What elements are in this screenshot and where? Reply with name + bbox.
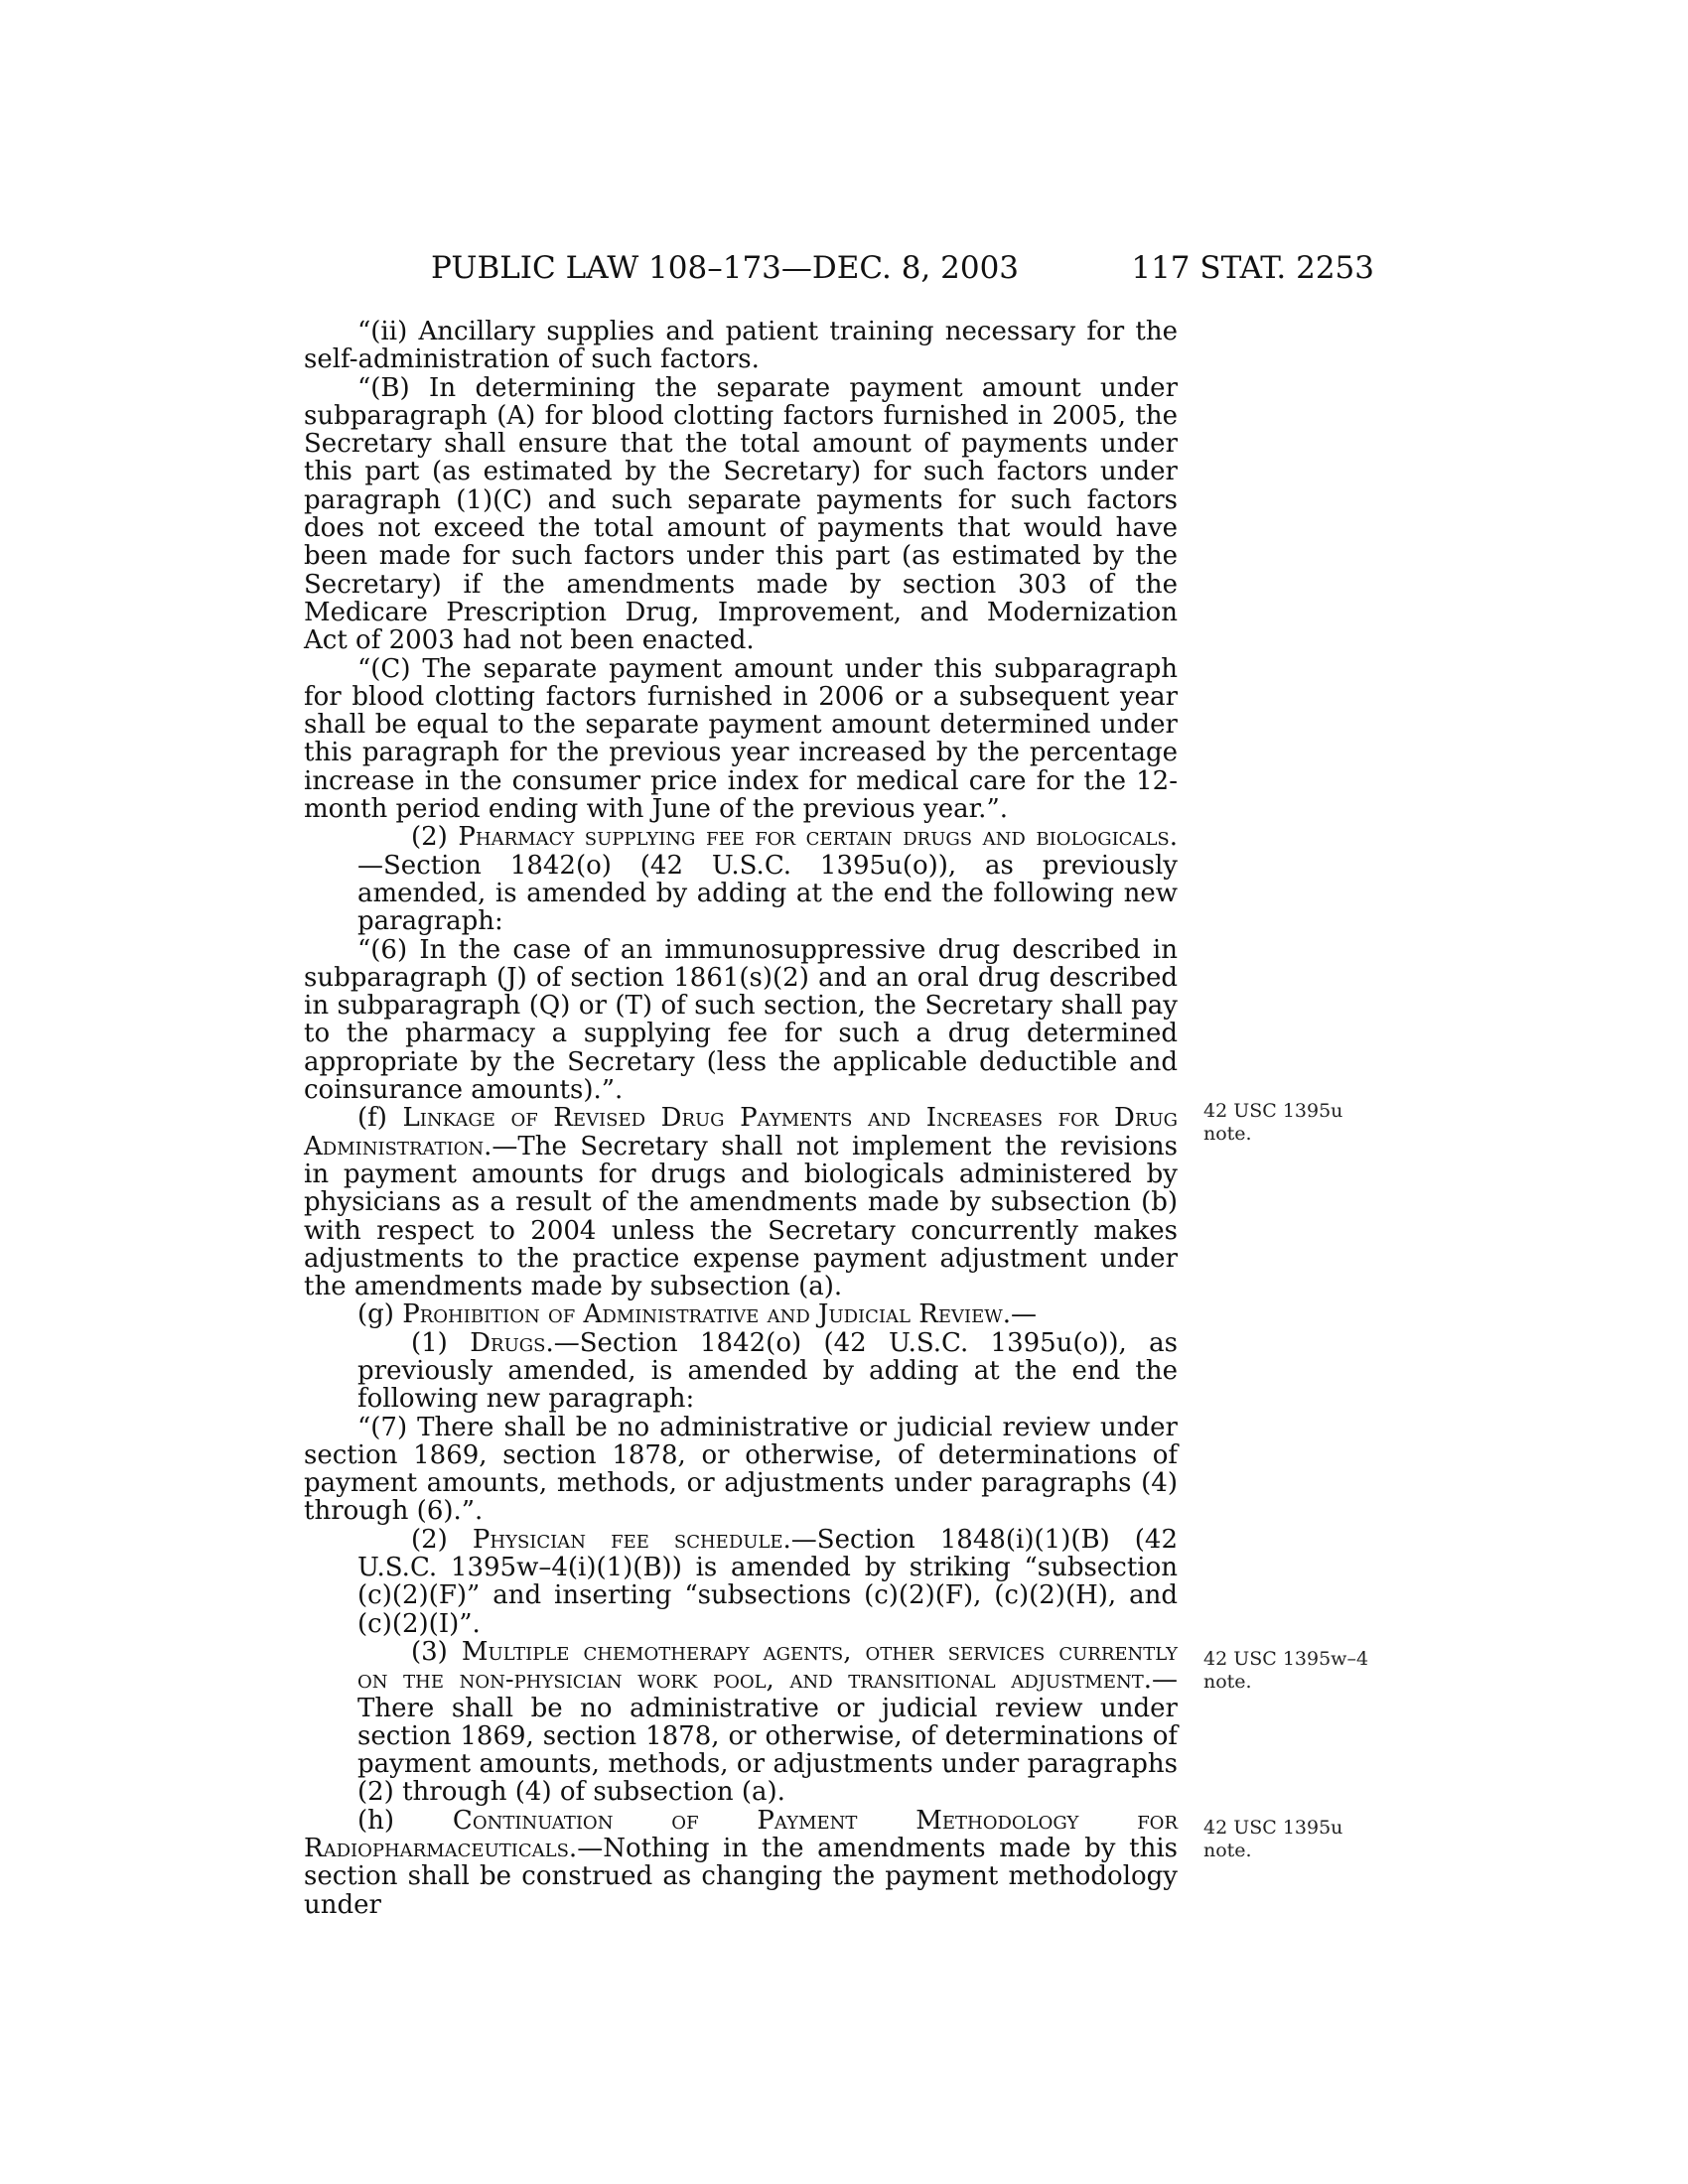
usc-citation: 42 USC 1395u (1203, 1817, 1343, 1839)
subsection-heading: Linkage of Revised Drug Payments and Increases for Drug Administration. (304, 1103, 1179, 1161)
clause-ii: “(ii) Ancillary supplies and patient training necessary for the self-administration of such factors. (304, 317, 1178, 375)
note-label: note. (1203, 1840, 1252, 1861)
paragraph-heading: Pharmacy supplying fee for certain drugs and biologicals. (458, 822, 1178, 853)
subsection-g (304, 1300, 1178, 1328)
subsection-heading: Prohibition of Administrative and Judicial Review. (402, 1299, 1011, 1330)
margin-note-g3 (1203, 1648, 1382, 1694)
paragraph-text: —Section 1842(o) (42 U.S.C. 1395u(o)), as previously amended, is amended by adding at the end the following new paragraph: (357, 850, 1178, 937)
paragraph-number: (2) (411, 822, 448, 853)
note-label: note. (1203, 1123, 1252, 1145)
running-header (304, 248, 1374, 288)
paragraph-7: “(7) There shall be no administrative or judicial review under section 1869, section 1878, or otherwise, of determinations of payment amounts, methods, or adjustments under paragraphs (4) through (6).”. (304, 1412, 1178, 1527)
law-citation: PUBLIC LAW 108–173—DEC. 8, 2003 (431, 250, 1020, 286)
subparagraph-c: “(C) The separate payment amount under this subparagraph for blood clotting factors furnished in 2006 or a subsequent year shall be equal to the separate payment amount determined under this paragraph for the previous year increased by the percentage increase in the consumer price index for medical care for the 12-month period ending with June of the previous year.”. (304, 653, 1178, 825)
paragraph-text: —Section 1842(o) (42 U.S.C. 1395u(o)), as previously amended, is amended by adding at the end the following new paragraph: (357, 1327, 1179, 1415)
paragraph-number: (2) (411, 1524, 448, 1555)
subsection-heading: Continuation of Payment Methodology for Radiopharmaceuticals. (304, 1805, 1178, 1864)
subsection-number: (f) (357, 1103, 387, 1134)
margin-note-f (1203, 1100, 1382, 1146)
document-body (304, 318, 1178, 1919)
margin-note-h (1203, 1817, 1382, 1862)
subsection-text: —Nothing in the amendments made by this section shall be construed as changing the payment methodology under (304, 1834, 1178, 1920)
statute-page: 117 STAT. 2253 (1131, 250, 1374, 286)
usc-citation: 42 USC 1395w–4 (1203, 1648, 1369, 1670)
note-label: note. (1203, 1671, 1252, 1693)
paragraph-e2 (304, 823, 1178, 935)
paragraph-number: (1) (411, 1327, 448, 1358)
usc-citation: 42 USC 1395u (1203, 1100, 1343, 1122)
subsection-text: —The Secretary shall not implement the revisions in payment amounts for drugs and biologicals administered by physicians as a result of the amendments made by subsection (b) with respect to 2004 unless the Secretary concurrently makes adjustments to the practice expense payment adjustment under the amendments made by subsection (a). (304, 1131, 1178, 1302)
subsection-f (304, 1104, 1178, 1300)
paragraph-g3 (304, 1638, 1178, 1807)
subsection-number: (h) (357, 1805, 395, 1836)
paragraph-heading: Physician fee schedule. (472, 1524, 791, 1555)
paragraph-g1 (304, 1329, 1178, 1414)
paragraph-heading: Multiple chemotherapy agents, other services currently on the non-physician work pool, and transitional adjustment. (357, 1636, 1178, 1696)
subparagraph-b: “(B) In determining the separate payment amount under subparagraph (A) for blood clotting factors furnished in 2005, the Secretary shall ensure that the total amount of payments under this part (as estimated by the Secretary) for such factors under paragraph (1)(C) and such separate payments for such factors does not exceed the total amount of payments that would have been made for such factors under this part (as estimated by the Secretary) if the amendments made by section 303 of the Medicare Prescription Drug, Improvement, and Modernization Act of 2003 had not been enacted. (304, 372, 1178, 656)
subsection-text: — (1011, 1299, 1037, 1330)
paragraph-g2 (304, 1526, 1178, 1638)
paragraph-6: “(6) In the case of an immunosuppressive drug described in subparagraph (J) of section 1861(s)(2) and an oral drug described in subparagraph (Q) or (T) of such section, the Secretary shall pay to the pharmacy a supplying fee for such a drug determined appropriate by the Secretary (less the applicable deductible and coinsurance amounts).”. (304, 934, 1178, 1106)
paragraph-text: —There shall be no administrative or judicial review under section 1869, section 1878, or otherwise, of determinations of payment amounts, methods, or adjustments under paragraphs (2) through (4) of subsection (a). (357, 1665, 1178, 1808)
paragraph-text: —Section 1848(i)(1)(B) (42 U.S.C. 1395w–4(i)(1)(B)) is amended by striking “subsection (c)(2)(F)” and inserting “subsections (c)(2)(F), (c)(2)(H), and (c)(2)(I)”. (357, 1524, 1178, 1639)
paragraph-number: (3) (411, 1636, 448, 1667)
paragraph-heading: Drugs. (470, 1327, 554, 1358)
subsection-h (304, 1807, 1178, 1919)
subsection-number: (g) (357, 1299, 394, 1330)
